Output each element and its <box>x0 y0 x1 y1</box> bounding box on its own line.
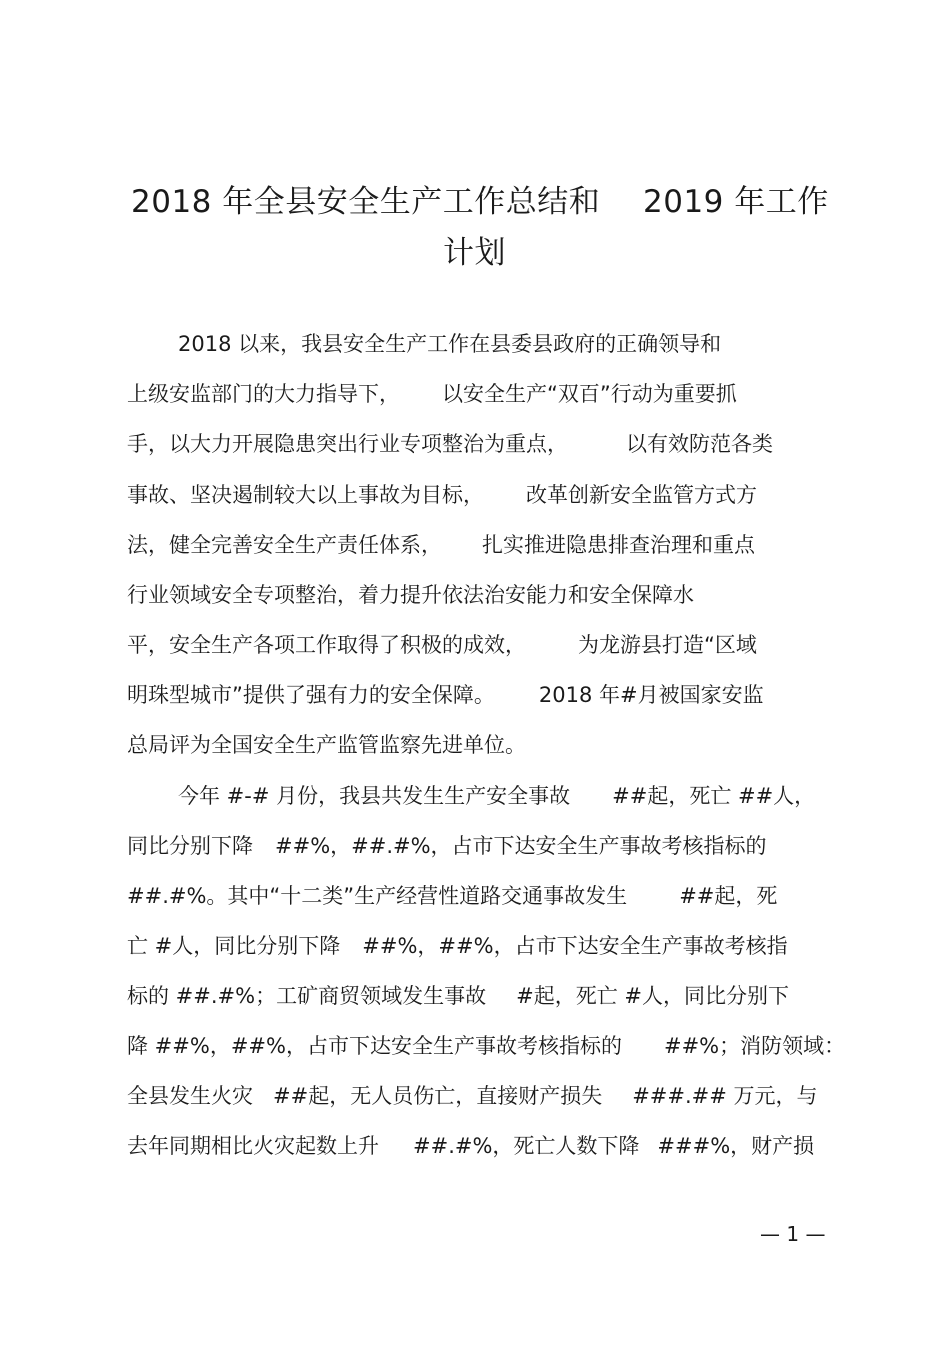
line-text: 手，以大力开展隐患突出行业专项整治为重点， <box>127 432 568 456</box>
line-text: 全县发生火灾 <box>127 1084 253 1108</box>
paragraph-line <box>178 330 721 358</box>
paragraph-line <box>127 430 773 458</box>
line-text: 去年同期相比火灾起数上升 <box>127 1134 379 1158</box>
paragraph-line <box>127 832 767 860</box>
line-text: ##起，死亡 ##人， <box>612 784 816 808</box>
line-text: 行业领域安全专项整治，着力提升依法治安能力和安全保障水 <box>127 583 694 607</box>
line-text: 以安全生产“双百”行动为重要抓 <box>442 382 737 406</box>
line-text: 事故、坚决遏制较大以上事故为目标， <box>127 483 484 507</box>
line-text: 法，健全完善安全生产责任体系， <box>127 533 442 557</box>
line-text: ##起，死 <box>679 884 778 908</box>
paragraph-line <box>127 932 788 960</box>
line-text: ##起，无人员伤亡，直接财产损失 <box>273 1084 603 1108</box>
paragraph-line <box>127 1032 845 1060</box>
line-text: 上级安监部门的大力指导下， <box>127 382 400 406</box>
line-text: 改革创新安全监管方式方 <box>526 483 757 507</box>
doc-title-part-1: 2018 年全县安全生产工作总结和 <box>131 184 601 220</box>
paragraph-line <box>127 982 789 1010</box>
line-text: 扎实推进隐患排查治理和重点 <box>482 533 755 557</box>
line-text: 标的 ##.#%；工矿商贸领域发生事故 <box>127 984 487 1008</box>
line-text: 亡 #人，同比分别下降 <box>127 934 341 958</box>
line-text: 为龙游县打造“区域 <box>578 633 757 657</box>
line-text: ##%，##%，占市下达安全生产事故考核指 <box>362 934 788 958</box>
paragraph-line <box>178 782 815 810</box>
line-text: ##.#%，死亡人数下降 <box>413 1134 640 1158</box>
line-text: 明珠型城市”提供了强有力的安全保障。 <box>127 683 495 707</box>
line-text: ##%，##.#%，占市下达安全生产事故考核指标的 <box>275 834 767 858</box>
paragraph-line <box>127 1082 818 1110</box>
line-text: 平，安全生产各项工作取得了积极的成效， <box>127 633 526 657</box>
paragraph-line <box>127 380 737 408</box>
line-text: ##.#%。其中“十二类”生产经营性道路交通事故发生 <box>127 884 628 908</box>
paragraph-line <box>127 531 755 559</box>
line-text: 降 ##%，##%，占市下达安全生产事故考核指标的 <box>127 1034 622 1058</box>
doc-title-part-2: 2019 年工作 <box>643 184 829 220</box>
line-text: 同比分别下降 <box>127 834 253 858</box>
line-text: 总局评为全国安全生产监管监察先进单位。 <box>127 733 526 757</box>
line-text: 2018 年#月被国家安监 <box>538 683 764 707</box>
paragraph-line <box>127 481 757 509</box>
paragraph-line <box>127 581 694 609</box>
line-text: #起，死亡 #人，同比分别下 <box>516 984 789 1008</box>
line-text: ###.## 万元，与 <box>632 1084 818 1108</box>
line-text: 以有效防范各类 <box>626 432 773 456</box>
paragraph-line <box>127 882 777 910</box>
line-text: ###%，财产损 <box>657 1134 815 1158</box>
paragraph-line <box>127 681 764 709</box>
paragraph-line <box>127 631 757 659</box>
line-text: 今年 #-# 月份，我县共发生生产安全事故 <box>178 784 571 808</box>
paragraph-line <box>127 1132 814 1160</box>
line-text: 2018 以来，我县安全生产工作在县委县政府的正确领导和 <box>178 332 722 356</box>
paragraph-line <box>127 731 526 759</box>
page-number: — 1 — <box>760 1222 826 1246</box>
line-text: ##%；消防领域： <box>663 1034 846 1058</box>
doc-title-line-2: 计划 <box>443 235 506 271</box>
